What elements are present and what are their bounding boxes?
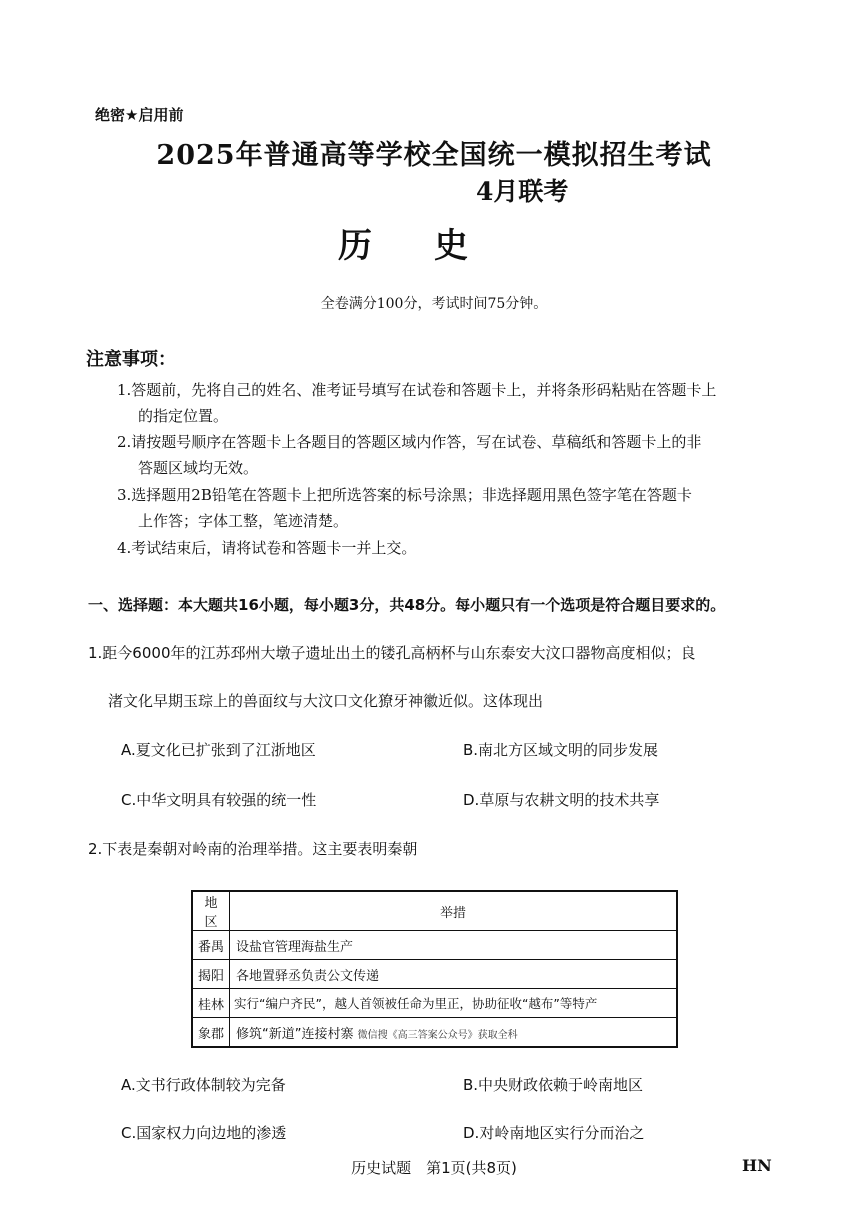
question-1-stem-cont: 渚文化早期玉琮上的兽面纹与大汶口文化獠牙神徽近似。这体现出 bbox=[108, 692, 544, 710]
table-header-row bbox=[192, 891, 677, 931]
table-cell-region: 象郡 bbox=[192, 1018, 230, 1048]
note-item-3-cont: 上作答；字体工整，笔迹清楚。 bbox=[138, 512, 349, 530]
table-cell-region: 桂林 bbox=[192, 989, 230, 1018]
table-row bbox=[192, 931, 677, 960]
question-2-option-c: C.国家权力向边地的渗透 bbox=[121, 1124, 287, 1142]
question-1-option-b: B.南北方区域文明的同步发展 bbox=[463, 741, 659, 759]
page-footer: 历史试题 第1页(共8页) bbox=[351, 1159, 517, 1177]
table-cell-measure: 实行“编户齐民”，越人首领被任命为里正，协助征收“越布”等特产 bbox=[230, 989, 678, 1018]
table-cell-measure bbox=[230, 1018, 678, 1048]
question-2-stem: 2.下表是秦朝对岭南的治理举措。这主要表明秦朝 bbox=[88, 840, 418, 858]
table-cell-region: 揭阳 bbox=[192, 960, 230, 989]
table-header-region: 地区 bbox=[192, 891, 230, 931]
note-item-1: 1.答题前，先将自己的姓名、准考证号填写在试卷和答题卡上，并将条形码粘贴在答题卡上 bbox=[117, 381, 717, 399]
question-2-option-a: A.文书行政体制较为完备 bbox=[121, 1076, 286, 1094]
exam-title: 2025年普通高等学校全国统一模拟招生考试 bbox=[156, 140, 712, 171]
table-cell-measure-text: 修筑“新道”连接村寨 bbox=[236, 1026, 354, 1042]
question-1-option-c: C.中华文明具有较强的统一性 bbox=[121, 791, 317, 809]
subject-title-text: 历史 bbox=[338, 226, 530, 266]
governance-table bbox=[191, 890, 678, 1048]
question-1-stem: 1.距今6000年的江苏邳州大墩子遗址出土的镂孔高柄杯与山东泰安大汶口器物高度相似；良 bbox=[88, 644, 696, 662]
notes-heading: 注意事项： bbox=[86, 349, 176, 370]
question-2-option-b: B.中央财政依赖于岭南地区 bbox=[463, 1076, 644, 1094]
table-row bbox=[192, 989, 677, 1018]
note-item-3: 3.选择题用2B铅笔在答题卡上把所选答案的标号涂黑；非选择题用黑色签字笔在答题卡 bbox=[117, 486, 692, 504]
exam-subtitle: 4月联考 bbox=[476, 177, 569, 206]
table-row bbox=[192, 960, 677, 989]
subject-title bbox=[0, 218, 868, 267]
table-cell-measure: 设盐官管理海盐生产 bbox=[230, 931, 678, 960]
table-header-measure: 举措 bbox=[230, 891, 678, 931]
table-cell-region: 番禺 bbox=[192, 931, 230, 960]
table-row bbox=[192, 1018, 677, 1048]
watermark-text: 微信搜《高三答案公众号》获取全科 bbox=[357, 1029, 518, 1041]
section-heading: 一、选择题：本大题共16小题，每小题3分，共48分。每小题只有一个选项是符合题目要求的。 bbox=[88, 596, 726, 614]
note-item-1-cont: 的指定位置。 bbox=[138, 407, 229, 425]
table-cell-measure: 各地置驿丞负责公文传递 bbox=[230, 960, 678, 989]
note-item-2: 2.请按题号顺序在答题卡上各题目的答题区域内作答，写在试卷、草稿纸和答题卡上的非 bbox=[117, 433, 702, 451]
region-code: HN bbox=[742, 1156, 772, 1175]
question-1-option-d: D.草原与农耕文明的技术共享 bbox=[463, 791, 660, 809]
note-item-2-cont: 答题区域均无效。 bbox=[138, 459, 259, 477]
confidential-label: 绝密★启用前 bbox=[95, 106, 184, 124]
exam-info: 全卷满分100分，考试时间75分钟。 bbox=[320, 296, 548, 312]
note-item-4: 4.考试结束后，请将试卷和答题卡一并上交。 bbox=[117, 539, 417, 557]
question-2-option-d: D.对岭南地区实行分而治之 bbox=[463, 1124, 645, 1142]
question-1-option-a: A.夏文化已扩张到了江浙地区 bbox=[121, 741, 316, 759]
